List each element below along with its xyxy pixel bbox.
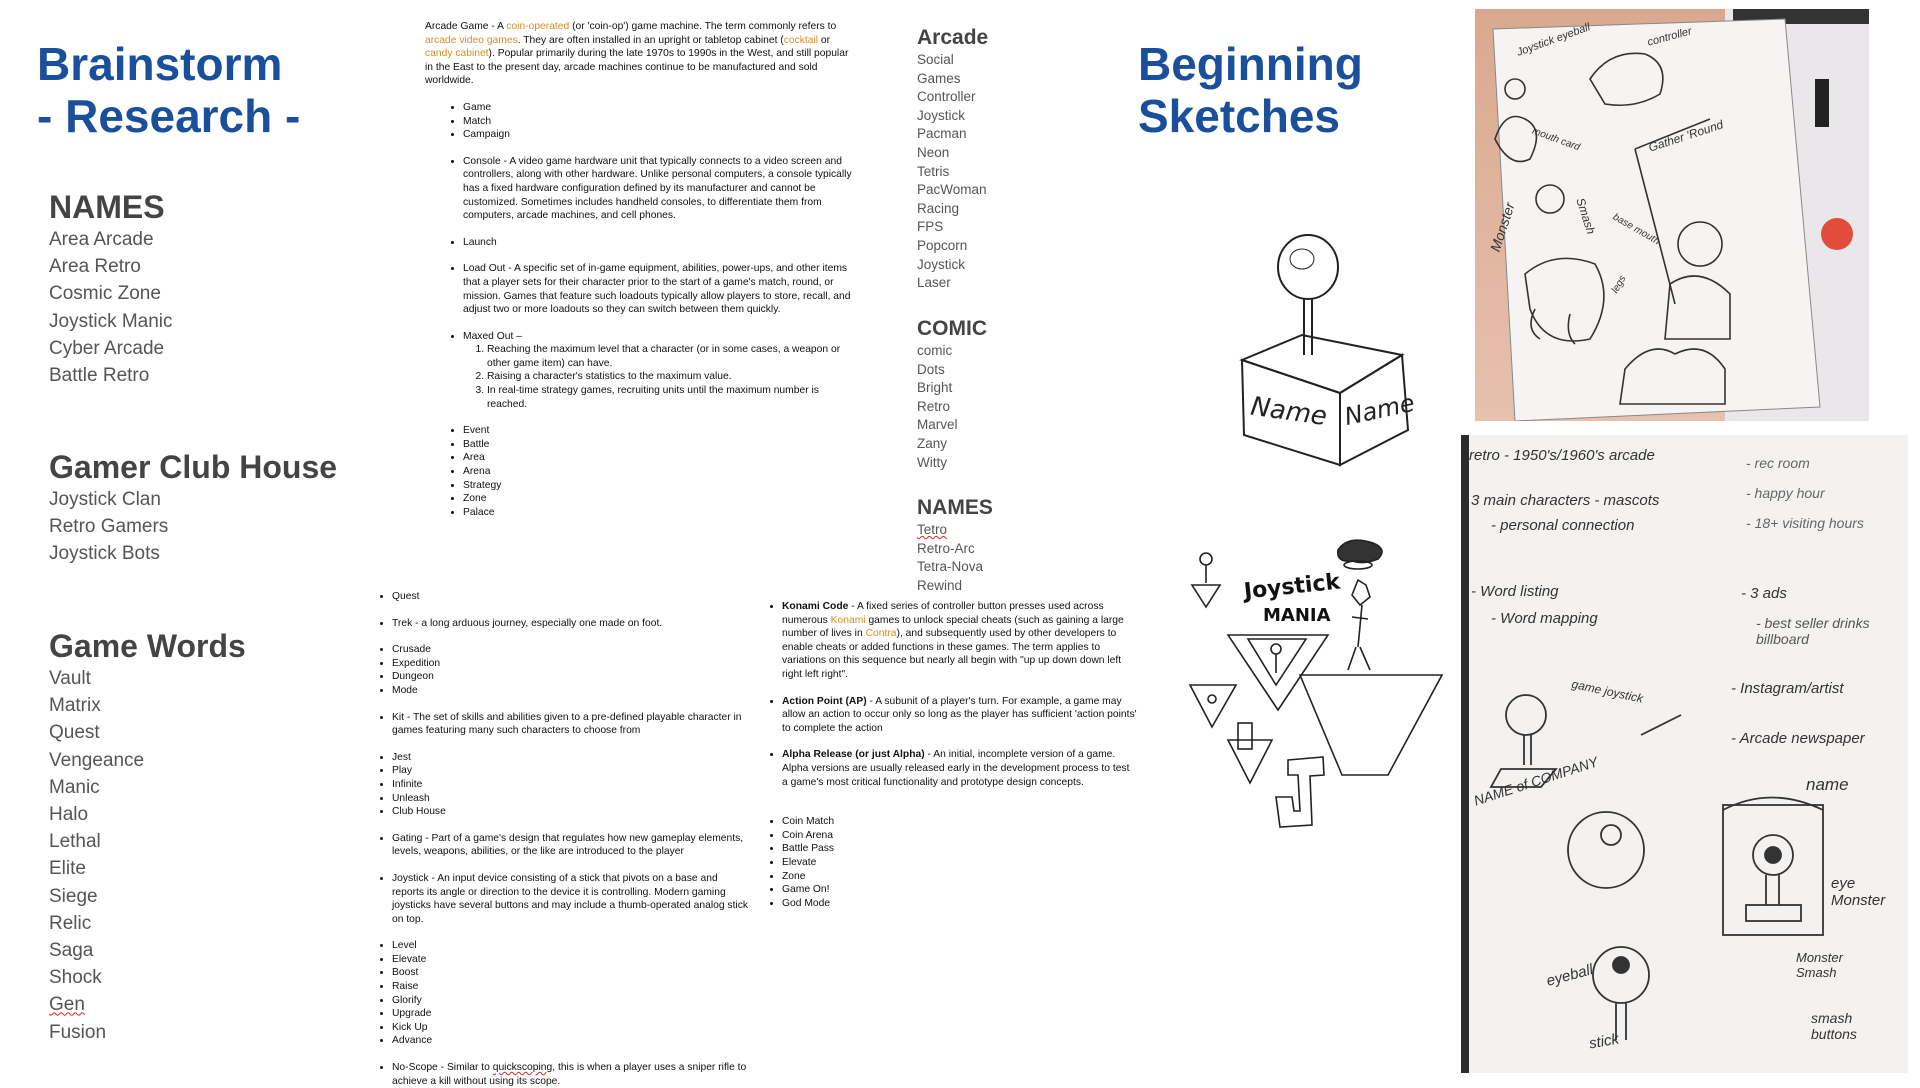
list-item: Dots bbox=[917, 361, 945, 377]
text-run: (or 'coin-op') game machine. The term commonly refers to bbox=[569, 21, 837, 32]
photo2-note: 3 main characters - mascots bbox=[1471, 492, 1660, 509]
list-item: Quest bbox=[49, 722, 100, 744]
list-item: Matrix bbox=[49, 695, 101, 717]
photo2-note: eyeball bbox=[1544, 961, 1595, 990]
list-item: • Raise bbox=[392, 980, 752, 994]
names-list bbox=[49, 226, 173, 389]
sketches-title-line1: Beginning bbox=[1138, 38, 1363, 90]
photo1-note: controller bbox=[1646, 25, 1694, 49]
list-item: Pacman bbox=[917, 126, 967, 142]
list-item: • Zone bbox=[782, 870, 1137, 884]
list-item: • Game On! bbox=[782, 883, 1137, 897]
link-arcade-video-games[interactable]: arcade video games bbox=[425, 34, 518, 46]
list-item: Rewind bbox=[917, 577, 963, 593]
list-item: Fusion bbox=[49, 1021, 107, 1043]
arcade-section bbox=[917, 25, 988, 293]
brainstorm-title-line1: Brainstorm bbox=[37, 38, 283, 90]
list-item: • Advance bbox=[392, 1034, 752, 1048]
doc-list-console bbox=[425, 155, 855, 223]
doc-list-2 bbox=[425, 424, 855, 519]
sketches-title-line2: Sketches bbox=[1138, 90, 1341, 142]
list-item: Shock bbox=[49, 967, 102, 989]
maxed-sublist bbox=[463, 343, 855, 411]
list-item: • Joystick - An input device consisting of a stick that pivots on a base and reports its angle or direction to the device it is controlling. Modern gaming joysticks have several buttons and may include a thumb-operated analog stick on top. bbox=[392, 872, 752, 926]
list-item: Relic bbox=[49, 912, 92, 934]
list-item: Tetro bbox=[917, 522, 948, 537]
list-item: Joystick Bots bbox=[49, 543, 160, 565]
list-item: • Console - A video game hardware unit that typically connects to a video screen and controllers, along with other hardware. Unlike personal computers, a console typically has a fixed hardware configuration defined by its manufacturer and cannot be customized. Sometimes includes handheld consoles, to differentiate them from computers, arcade machines, and cell phones. bbox=[463, 155, 855, 223]
photo2-note: - Arcade newspaper bbox=[1731, 730, 1865, 747]
list-item: • Infinite bbox=[392, 778, 752, 792]
list-item: Joystick Clan bbox=[49, 489, 161, 510]
photo2-note: - 3 ads bbox=[1741, 585, 1787, 602]
doc-list-maxed bbox=[425, 330, 855, 412]
doc-list-5 bbox=[372, 939, 752, 1048]
doc-list-6 bbox=[762, 815, 1137, 910]
comic-heading: COMIC bbox=[917, 317, 987, 340]
list-item: Laser bbox=[917, 275, 951, 291]
game-words-section bbox=[49, 627, 246, 1046]
comic-list bbox=[917, 342, 987, 472]
photo1-note: legs bbox=[1609, 273, 1629, 296]
photo2-note: Monster Smash bbox=[1796, 950, 1843, 980]
list-item: Controller bbox=[917, 89, 976, 105]
list-item: Marvel bbox=[917, 417, 958, 433]
text-run: - A subunit of a player's turn. For example, a game may allow an action to occur only so long as the player has sufficient 'action points' to complete the action bbox=[782, 695, 1137, 734]
list-item: Elite bbox=[49, 858, 86, 880]
photo1-note: Joystick eyeball bbox=[1515, 21, 1592, 59]
doc-list-1 bbox=[425, 101, 855, 142]
link-contra[interactable]: Contra bbox=[865, 628, 897, 640]
text-run: ). Popular primarily during the late 1970s to 1990s in the West, and still popular in the East to the present day, arcade machines continue to be manufactured and sold worldwide. bbox=[425, 48, 849, 87]
list-item: • Battle bbox=[463, 438, 855, 452]
doc-list-gating bbox=[372, 832, 752, 859]
photo2-note: stick bbox=[1587, 1030, 1621, 1053]
doc-list-launch bbox=[425, 236, 855, 250]
list-item: • Elevate bbox=[392, 953, 752, 967]
photo1-note: base mouth bbox=[1610, 211, 1662, 248]
sketch-photo-1-drawing bbox=[1475, 9, 1869, 421]
list-item: Vault bbox=[49, 668, 91, 689]
list-item: Tetris bbox=[917, 163, 950, 179]
names-heading: NAMES bbox=[49, 189, 165, 225]
list-item: • Crusade bbox=[392, 643, 752, 657]
list-item: • Dungeon bbox=[392, 670, 752, 684]
list-item: comic bbox=[917, 343, 953, 358]
list-item: Racing bbox=[917, 200, 960, 216]
doc-list-joystick bbox=[372, 872, 752, 926]
list-item: • Mode bbox=[392, 684, 752, 698]
photo2-note: - best seller drinks billboard bbox=[1756, 615, 1870, 647]
list-item bbox=[782, 600, 1137, 682]
list-item: Popcorn bbox=[917, 237, 968, 253]
photo2-note: NAME of COMPANY bbox=[1471, 753, 1600, 809]
right-names-section bbox=[917, 495, 993, 595]
list-item: • Game bbox=[463, 101, 855, 115]
list-item: Area Arcade bbox=[49, 229, 154, 250]
list-item: • Match bbox=[463, 115, 855, 129]
right-names-list bbox=[917, 521, 993, 595]
list-item: • Boost bbox=[392, 966, 752, 980]
photo1-note: Gather 'Round bbox=[1646, 117, 1725, 155]
text-run: - A fixed series of controller button presses used across numerous bbox=[782, 601, 1104, 626]
cube-label-left: Name bbox=[1248, 391, 1329, 432]
list-item: • Zone bbox=[463, 492, 855, 506]
list-item: Bright bbox=[917, 380, 953, 396]
list-item: • Palace bbox=[463, 506, 855, 520]
list-item: • Arena bbox=[463, 465, 855, 479]
list-item: Tetra-Nova bbox=[917, 559, 984, 575]
quickscoping-word: quickscoping bbox=[492, 1062, 553, 1074]
list-item: • Battle Pass bbox=[782, 842, 1137, 856]
list-item: Cyber Arcade bbox=[49, 337, 165, 359]
photo2-note: retro - 1950's/1960's arcade bbox=[1469, 447, 1655, 464]
list-item: • Strategy bbox=[463, 479, 855, 493]
list-item: • Kit - The set of skills and abilities given to a pre-defined playable character in games featuring many such characters to choose from bbox=[392, 711, 752, 738]
brainstorm-title-line2: - Research - bbox=[37, 90, 301, 142]
list-item: Cosmic Zone bbox=[49, 283, 161, 305]
list-item: • Load Out - A specific set of in-game equipment, abilities, power-ups, and other items that a player sets for their character prior to the start of a game's match, round, or mission. Games that feature such loadouts typically allow players to store, recall, and adjust two or more loadouts so they can switch between them quickly. bbox=[463, 262, 855, 316]
text-run: No-Scope - Similar to bbox=[392, 1062, 493, 1074]
doc-list-4 bbox=[372, 751, 752, 819]
photo2-note: - personal connection bbox=[1491, 517, 1635, 534]
arcade-heading: Arcade bbox=[917, 26, 989, 49]
photo2-note: - Instagram/artist bbox=[1731, 680, 1844, 697]
list-item: • Campaign bbox=[463, 128, 855, 142]
joystick-cube-sketch bbox=[1230, 225, 1420, 475]
list-item bbox=[782, 748, 1137, 789]
list-item: Siege bbox=[49, 885, 98, 907]
text-run: games to unlock special cheats (such as gaining a large number of lives in bbox=[782, 614, 1124, 640]
list-item: Witty bbox=[917, 454, 947, 470]
photo1-note: Monster bbox=[1486, 200, 1518, 254]
list-item: • Upgrade bbox=[392, 1007, 752, 1021]
text-run: , this is when a player uses a sniper rifle to achieve a kill without using its scope. bbox=[392, 1062, 747, 1087]
gamer-heading: Gamer Club House bbox=[49, 449, 338, 485]
arcade-list bbox=[917, 51, 988, 293]
game-words-list bbox=[49, 665, 246, 1046]
list-item: 3. In real-time strategy games, recruiting units until the maximum number is reached. bbox=[487, 384, 855, 411]
doc-list-kit bbox=[372, 711, 752, 738]
comic-section bbox=[917, 316, 987, 472]
sketch-photo-1 bbox=[1475, 9, 1869, 421]
list-item: Lethal bbox=[49, 831, 101, 853]
maxed-label: Maxed Out – bbox=[463, 330, 522, 342]
list-item: PacWoman bbox=[917, 182, 987, 198]
photo1-note: mouth card bbox=[1530, 125, 1582, 154]
doc-list-ap bbox=[762, 695, 1137, 736]
list-item: Zany bbox=[917, 435, 948, 451]
doc-list-loadout bbox=[425, 262, 855, 316]
list-item: Retro bbox=[917, 398, 951, 414]
list-item: Joystick bbox=[917, 107, 966, 123]
doc-list-quest bbox=[372, 590, 752, 604]
names-section bbox=[49, 188, 173, 389]
sketch-photo-2 bbox=[1461, 435, 1908, 1073]
cube-label-right: Name bbox=[1342, 388, 1418, 431]
doc-list-noscope bbox=[372, 1061, 752, 1088]
link-konami[interactable]: Konami bbox=[830, 614, 866, 626]
link-cocktail[interactable]: cocktail bbox=[783, 34, 819, 46]
list-item: Area Retro bbox=[49, 256, 141, 278]
gamer-section bbox=[49, 448, 337, 568]
text-run: ), and subsequently used by other developers to enable cheats or added functions in these games. The term applies to variations on this sequence but nearly all begin with "up up down down left right left right". bbox=[782, 628, 1122, 680]
photo2-note: - Word listing bbox=[1471, 583, 1559, 600]
logo-line1: Joystick bbox=[1242, 569, 1342, 605]
list-item: Games bbox=[917, 70, 961, 86]
joystick-mania-sketch bbox=[1188, 535, 1444, 835]
sketches-title bbox=[1138, 38, 1363, 142]
list-item: • Coin Arena bbox=[782, 829, 1137, 843]
list-item: • Quest bbox=[392, 590, 752, 604]
list-item: Neon bbox=[917, 144, 950, 160]
list-item: • Gating - Part of a game's design that regulates how new gameplay elements, levels, weapons, abilities, or the like are introduced to the player bbox=[392, 832, 752, 859]
text-run: or bbox=[818, 34, 831, 46]
list-item: Joystick Manic bbox=[49, 310, 173, 332]
list-item: • Event bbox=[463, 424, 855, 438]
list-item: • Club House bbox=[392, 805, 752, 819]
alpha-label: Alpha Release (or just Alpha) bbox=[782, 749, 925, 761]
photo2-note: game joystick bbox=[1570, 676, 1645, 706]
list-item: Social bbox=[917, 52, 954, 67]
doc-list-trek bbox=[372, 617, 752, 631]
list-item: Saga bbox=[49, 940, 94, 962]
konami-label: Konami Code bbox=[782, 601, 849, 612]
list-item: • Unleash bbox=[392, 792, 752, 806]
photo2-note: smash buttons bbox=[1811, 1010, 1857, 1042]
photo2-note: - happy hour bbox=[1746, 485, 1825, 501]
ap-label: Action Point (AP) bbox=[782, 695, 867, 707]
list-item: Vengeance bbox=[49, 749, 145, 771]
doc-right bbox=[762, 600, 1137, 910]
list-item: • Glorify bbox=[392, 994, 752, 1008]
list-item bbox=[463, 330, 855, 412]
doc-list-3 bbox=[372, 643, 752, 697]
photo2-note: eye Monster bbox=[1831, 875, 1886, 909]
list-item: Manic bbox=[49, 776, 100, 798]
gamer-list bbox=[49, 486, 337, 568]
list-item: • Expedition bbox=[392, 657, 752, 671]
list-item: • God Mode bbox=[782, 897, 1137, 911]
list-item: Gen bbox=[49, 994, 85, 1016]
photo2-note: - Word mapping bbox=[1491, 610, 1598, 627]
doc-list-alpha bbox=[762, 748, 1137, 789]
photo2-note: - rec room bbox=[1746, 455, 1810, 471]
link-coin-operated[interactable]: coin-operated bbox=[506, 21, 570, 32]
doc-list-konami bbox=[762, 600, 1137, 682]
photo2-note: - 18+ visiting hours bbox=[1746, 515, 1864, 531]
logo-line2: MANIA bbox=[1263, 605, 1331, 626]
list-item: • Play bbox=[392, 764, 752, 778]
text-run: Arcade Game - A bbox=[425, 21, 507, 32]
right-names-heading: NAMES bbox=[917, 496, 993, 519]
list-item: 2. Raising a character's statistics to the maximum value. bbox=[487, 370, 855, 384]
list-item: Retro Gamers bbox=[49, 516, 169, 538]
list-item: • Kick Up bbox=[392, 1021, 752, 1035]
list-item: • Area bbox=[463, 451, 855, 465]
list-item: • Launch bbox=[463, 236, 855, 250]
list-item: • Elevate bbox=[782, 856, 1137, 870]
doc-left bbox=[372, 590, 752, 1088]
photo2-note: name bbox=[1806, 775, 1849, 794]
list-item: Halo bbox=[49, 804, 89, 826]
list-item: • Jest bbox=[392, 751, 752, 765]
list-item: 1. Reaching the maximum level that a character (or in some cases, a weapon or other game item) can have. bbox=[487, 343, 855, 370]
arcade-game-definition bbox=[425, 20, 855, 88]
list-item: Joystick bbox=[917, 256, 966, 272]
list-item: • Level bbox=[392, 939, 752, 953]
list-item bbox=[782, 695, 1137, 736]
brainstorm-title bbox=[37, 38, 300, 142]
doc-top bbox=[425, 20, 855, 519]
game-words-heading: Game Words bbox=[49, 628, 246, 664]
text-run: . They are often installed in an upright or tabletop cabinet ( bbox=[517, 34, 784, 46]
list-item: • Coin Match bbox=[782, 815, 1137, 829]
photo1-note: Smash bbox=[1573, 196, 1599, 236]
list-item: Retro-Arc bbox=[917, 540, 975, 556]
link-candy-cabinet[interactable]: candy cabinet bbox=[425, 48, 489, 60]
list-item: • Trek - a long arduous journey, especially one made on foot. bbox=[392, 617, 752, 631]
list-item: FPS bbox=[917, 219, 944, 235]
list-item bbox=[392, 1061, 752, 1088]
text-run: - An initial, incomplete version of a game. Alpha versions are usually released early in the development process to test a game's most critical functionality and prototype design concepts. bbox=[782, 749, 1130, 788]
list-item: Battle Retro bbox=[49, 365, 150, 387]
